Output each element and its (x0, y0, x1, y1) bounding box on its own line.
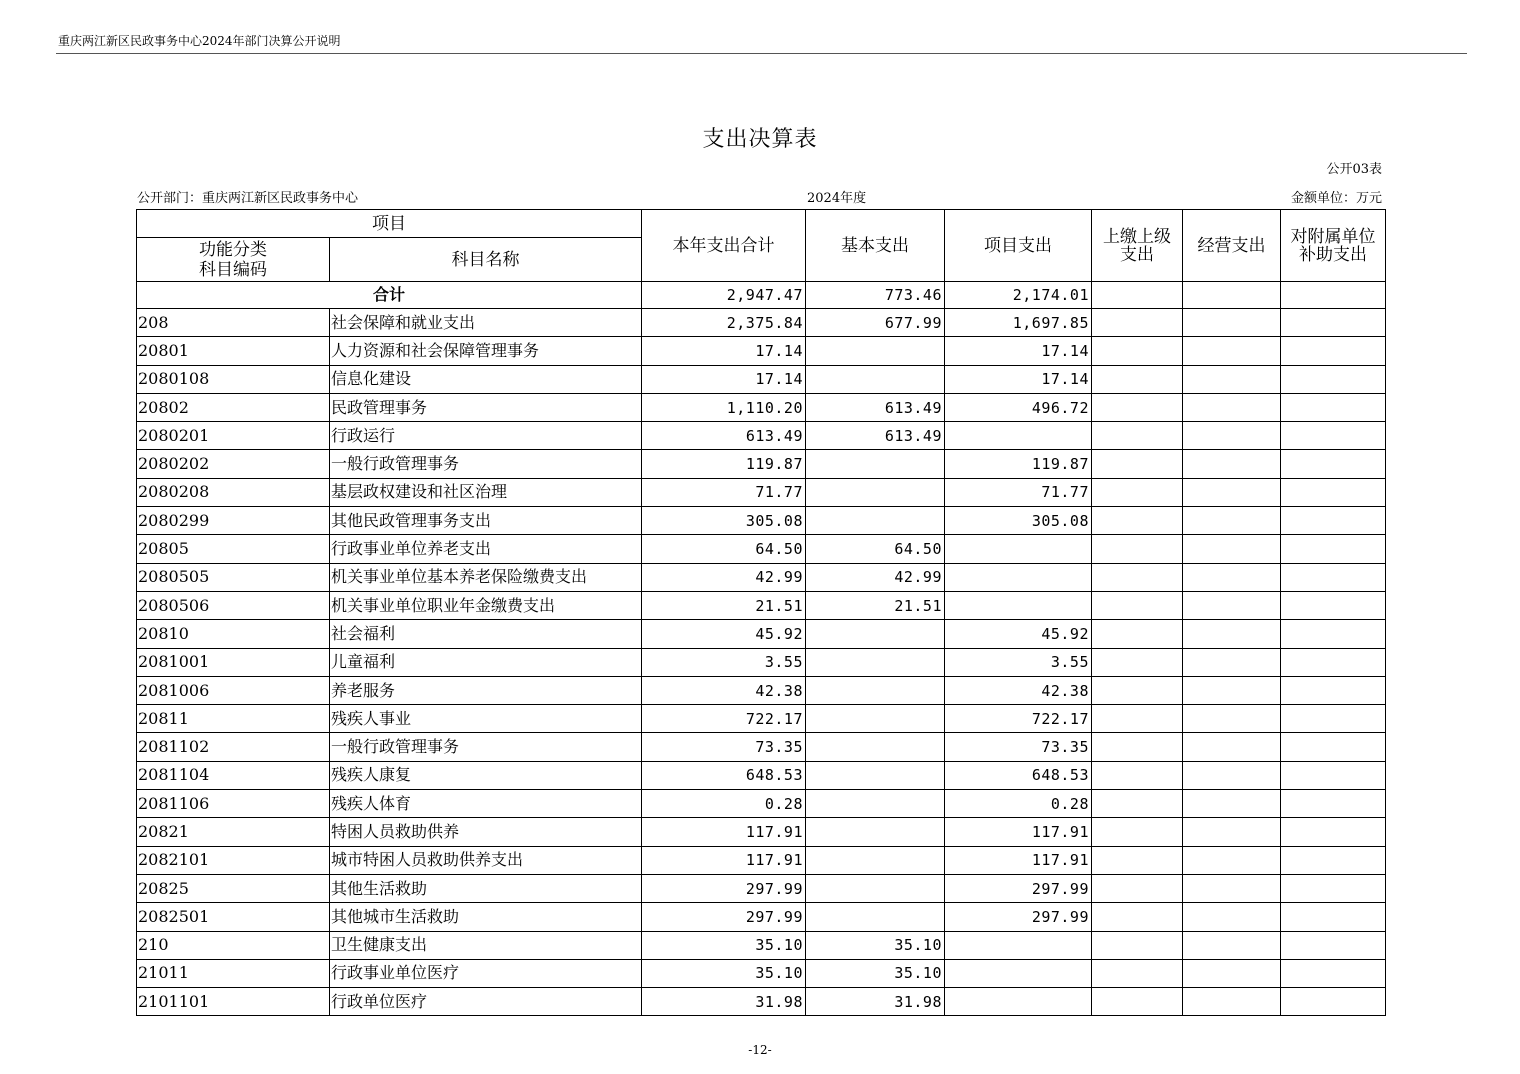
subsidy-cell (1281, 337, 1386, 365)
business-cell (1183, 337, 1281, 365)
name-cell: 一般行政管理事务 (330, 450, 642, 478)
code-cell: 2080108 (137, 365, 330, 393)
code-cell: 2081001 (137, 648, 330, 676)
basic-cell: 31.98 (806, 988, 945, 1016)
project-cell: 45.92 (945, 620, 1092, 648)
expenditure-table (136, 209, 1386, 1016)
table-row (137, 393, 1386, 421)
total-cell: 31.98 (642, 988, 806, 1016)
name-cell: 基层政权建设和社区治理 (330, 478, 642, 506)
total-total: 2,947.47 (642, 282, 806, 309)
upper-cell (1092, 309, 1183, 337)
table-meta (137, 187, 1382, 205)
subsidy-cell (1281, 393, 1386, 421)
business-cell (1183, 563, 1281, 591)
name-cell: 机关事业单位职业年金缴费支出 (330, 591, 642, 619)
basic-cell (806, 790, 945, 818)
total-cell: 21.51 (642, 591, 806, 619)
header-basic: 基本支出 (806, 210, 945, 282)
total-upper (1092, 282, 1183, 309)
subsidy-cell (1281, 846, 1386, 874)
header-upper-line1: 上缴上级 (1103, 226, 1171, 247)
project-cell: 119.87 (945, 450, 1092, 478)
basic-cell (806, 365, 945, 393)
subsidy-cell (1281, 988, 1386, 1016)
basic-cell: 42.99 (806, 563, 945, 591)
project-cell: 3.55 (945, 648, 1092, 676)
upper-cell (1092, 988, 1183, 1016)
table-row (137, 818, 1386, 846)
table-row (137, 705, 1386, 733)
basic-cell (806, 648, 945, 676)
code-cell: 2081106 (137, 790, 330, 818)
amount-unit: 金额单位：万元 (1290, 191, 1382, 206)
name-cell: 行政事业单位医疗 (330, 959, 642, 987)
name-cell: 特困人员救助供养 (330, 818, 642, 846)
basic-cell: 35.10 (806, 959, 945, 987)
upper-cell (1092, 393, 1183, 421)
table-row (137, 478, 1386, 506)
basic-cell: 35.10 (806, 931, 945, 959)
total-cell: 71.77 (642, 478, 806, 506)
header-code-line1: 功能分类 (199, 239, 267, 260)
project-cell: 42.38 (945, 676, 1092, 704)
project-cell: 648.53 (945, 761, 1092, 789)
business-cell (1183, 450, 1281, 478)
subsidy-cell (1281, 790, 1386, 818)
business-cell (1183, 591, 1281, 619)
business-cell (1183, 422, 1281, 450)
table-row (137, 790, 1386, 818)
table-row (137, 535, 1386, 563)
name-cell: 社会福利 (330, 620, 642, 648)
name-cell: 民政管理事务 (330, 393, 642, 421)
header-upper-line2: 支出 (1120, 244, 1154, 265)
project-cell: 71.77 (945, 478, 1092, 506)
code-cell: 20801 (137, 337, 330, 365)
basic-cell (806, 676, 945, 704)
basic-cell (806, 337, 945, 365)
upper-cell (1092, 591, 1183, 619)
project-cell: 117.91 (945, 846, 1092, 874)
upper-cell (1092, 903, 1183, 931)
table-row (137, 988, 1386, 1016)
name-cell: 残疾人康复 (330, 761, 642, 789)
business-cell (1183, 846, 1281, 874)
business-cell (1183, 705, 1281, 733)
upper-cell (1092, 507, 1183, 535)
subsidy-cell (1281, 535, 1386, 563)
business-cell (1183, 790, 1281, 818)
total-cell: 297.99 (642, 903, 806, 931)
subsidy-cell (1281, 450, 1386, 478)
total-cell: 648.53 (642, 761, 806, 789)
subsidy-cell (1281, 903, 1386, 931)
table-row (137, 507, 1386, 535)
basic-cell (806, 761, 945, 789)
upper-cell (1092, 648, 1183, 676)
basic-cell (806, 846, 945, 874)
basic-cell (806, 903, 945, 931)
subsidy-cell (1281, 591, 1386, 619)
header-subsidy-line1: 对附属单位 (1290, 226, 1376, 247)
upper-cell (1092, 365, 1183, 393)
business-cell (1183, 931, 1281, 959)
business-cell (1183, 903, 1281, 931)
name-cell: 卫生健康支出 (330, 931, 642, 959)
header-name: 科目名称 (330, 238, 642, 282)
name-cell: 城市特困人员救助供养支出 (330, 846, 642, 874)
project-cell (945, 959, 1092, 987)
upper-cell (1092, 450, 1183, 478)
total-cell: 119.87 (642, 450, 806, 478)
total-cell: 0.28 (642, 790, 806, 818)
business-cell (1183, 535, 1281, 563)
name-cell: 信息化建设 (330, 365, 642, 393)
table-body (137, 282, 1386, 1016)
upper-cell (1092, 959, 1183, 987)
name-cell: 其他民政管理事务支出 (330, 507, 642, 535)
subsidy-cell (1281, 507, 1386, 535)
total-cell: 42.38 (642, 676, 806, 704)
table-row (137, 874, 1386, 902)
code-cell: 20802 (137, 393, 330, 421)
project-cell: 117.91 (945, 818, 1092, 846)
table-row (137, 450, 1386, 478)
header-rule (56, 53, 1467, 54)
header-code (137, 238, 330, 282)
table-row (137, 337, 1386, 365)
code-cell: 21011 (137, 959, 330, 987)
upper-cell (1092, 790, 1183, 818)
table-title: 支出决算表 (702, 127, 818, 152)
table-row (137, 309, 1386, 337)
name-cell: 社会保障和就业支出 (330, 309, 642, 337)
header-total: 本年支出合计 (642, 210, 806, 282)
subsidy-cell (1281, 733, 1386, 761)
upper-cell (1092, 931, 1183, 959)
department-label: 公开部门：重庆两江新区民政事务中心 (137, 191, 359, 206)
business-cell (1183, 393, 1281, 421)
project-cell: 0.28 (945, 790, 1092, 818)
code-cell: 2081102 (137, 733, 330, 761)
upper-cell (1092, 818, 1183, 846)
subsidy-cell (1281, 563, 1386, 591)
page-number: -12- (748, 1043, 772, 1057)
total-cell: 17.14 (642, 365, 806, 393)
total-row (137, 282, 1386, 309)
name-cell: 残疾人事业 (330, 705, 642, 733)
upper-cell (1092, 337, 1183, 365)
basic-cell: 677.99 (806, 309, 945, 337)
upper-cell (1092, 563, 1183, 591)
table-row (137, 676, 1386, 704)
header-item: 项目 (137, 210, 642, 238)
code-cell: 210 (137, 931, 330, 959)
subsidy-cell (1281, 874, 1386, 902)
total-cell: 297.99 (642, 874, 806, 902)
business-cell (1183, 733, 1281, 761)
business-cell (1183, 761, 1281, 789)
business-cell (1183, 620, 1281, 648)
subsidy-cell (1281, 705, 1386, 733)
project-cell (945, 988, 1092, 1016)
project-cell: 17.14 (945, 365, 1092, 393)
code-cell: 2080506 (137, 591, 330, 619)
name-cell: 养老服务 (330, 676, 642, 704)
table-row (137, 620, 1386, 648)
upper-cell (1092, 620, 1183, 648)
basic-cell (806, 478, 945, 506)
basic-cell: 64.50 (806, 535, 945, 563)
business-cell (1183, 478, 1281, 506)
basic-cell: 613.49 (806, 393, 945, 421)
name-cell: 一般行政管理事务 (330, 733, 642, 761)
header-project: 项目支出 (945, 210, 1092, 282)
subsidy-cell (1281, 931, 1386, 959)
subsidy-cell (1281, 309, 1386, 337)
total-cell: 64.50 (642, 535, 806, 563)
fiscal-year: 2024年度 (807, 191, 867, 206)
form-number: 公开03表 (1326, 162, 1382, 177)
upper-cell (1092, 733, 1183, 761)
subsidy-cell (1281, 648, 1386, 676)
project-cell: 722.17 (945, 705, 1092, 733)
code-cell: 2080201 (137, 422, 330, 450)
name-cell: 机关事业单位基本养老保险缴费支出 (330, 563, 642, 591)
total-cell: 117.91 (642, 846, 806, 874)
business-cell (1183, 959, 1281, 987)
total-cell: 613.49 (642, 422, 806, 450)
table-row (137, 959, 1386, 987)
basic-cell: 21.51 (806, 591, 945, 619)
code-cell: 2080299 (137, 507, 330, 535)
total-cell: 1,110.20 (642, 393, 806, 421)
project-cell (945, 591, 1092, 619)
upper-cell (1092, 676, 1183, 704)
project-cell: 73.35 (945, 733, 1092, 761)
subsidy-cell (1281, 422, 1386, 450)
table-row (137, 591, 1386, 619)
project-cell (945, 535, 1092, 563)
upper-cell (1092, 478, 1183, 506)
code-cell: 2080202 (137, 450, 330, 478)
basic-cell (806, 705, 945, 733)
code-cell: 20811 (137, 705, 330, 733)
code-cell: 2081006 (137, 676, 330, 704)
project-cell (945, 563, 1092, 591)
total-cell: 17.14 (642, 337, 806, 365)
project-cell: 297.99 (945, 874, 1092, 902)
name-cell: 儿童福利 (330, 648, 642, 676)
total-project: 2,174.01 (945, 282, 1092, 309)
basic-cell (806, 507, 945, 535)
total-cell: 117.91 (642, 818, 806, 846)
name-cell: 人力资源和社会保障管理事务 (330, 337, 642, 365)
code-cell: 2082101 (137, 846, 330, 874)
total-cell: 722.17 (642, 705, 806, 733)
running-header: 重庆两江新区民政事务中心2024年部门决算公开说明 (58, 34, 341, 48)
project-cell (945, 422, 1092, 450)
business-cell (1183, 507, 1281, 535)
table-row (137, 365, 1386, 393)
project-cell: 305.08 (945, 507, 1092, 535)
name-cell: 行政单位医疗 (330, 988, 642, 1016)
table-row (137, 733, 1386, 761)
code-cell: 2082501 (137, 903, 330, 931)
table-row (137, 903, 1386, 931)
header-row-1 (137, 210, 1386, 238)
subsidy-cell (1281, 959, 1386, 987)
name-cell: 残疾人体育 (330, 790, 642, 818)
upper-cell (1092, 705, 1183, 733)
table-row (137, 563, 1386, 591)
basic-cell (806, 818, 945, 846)
table-row (137, 422, 1386, 450)
total-cell: 35.10 (642, 931, 806, 959)
business-cell (1183, 365, 1281, 393)
header-subsidy (1281, 210, 1386, 282)
total-cell: 42.99 (642, 563, 806, 591)
name-cell: 其他生活救助 (330, 874, 642, 902)
project-cell: 17.14 (945, 337, 1092, 365)
business-cell (1183, 988, 1281, 1016)
name-cell: 行政运行 (330, 422, 642, 450)
subsidy-cell (1281, 365, 1386, 393)
header-upper (1092, 210, 1183, 282)
code-cell: 2081104 (137, 761, 330, 789)
business-cell (1183, 818, 1281, 846)
project-cell: 496.72 (945, 393, 1092, 421)
total-business (1183, 282, 1281, 309)
total-cell: 305.08 (642, 507, 806, 535)
subsidy-cell (1281, 761, 1386, 789)
business-cell (1183, 676, 1281, 704)
project-cell: 297.99 (945, 903, 1092, 931)
code-cell: 208 (137, 309, 330, 337)
business-cell (1183, 874, 1281, 902)
basic-cell (806, 450, 945, 478)
table-row (137, 931, 1386, 959)
total-subsidy (1281, 282, 1386, 309)
upper-cell (1092, 422, 1183, 450)
business-cell (1183, 309, 1281, 337)
name-cell: 其他城市生活救助 (330, 903, 642, 931)
table-row (137, 648, 1386, 676)
subsidy-cell (1281, 676, 1386, 704)
name-cell: 行政事业单位养老支出 (330, 535, 642, 563)
basic-cell (806, 733, 945, 761)
code-cell: 20805 (137, 535, 330, 563)
code-cell: 20825 (137, 874, 330, 902)
total-cell: 73.35 (642, 733, 806, 761)
basic-cell (806, 620, 945, 648)
upper-cell (1092, 535, 1183, 563)
code-cell: 2101101 (137, 988, 330, 1016)
header-code-line2: 科目编码 (199, 259, 267, 280)
subsidy-cell (1281, 478, 1386, 506)
project-cell (945, 931, 1092, 959)
total-cell: 2,375.84 (642, 309, 806, 337)
code-cell: 20810 (137, 620, 330, 648)
code-cell: 20821 (137, 818, 330, 846)
basic-cell (806, 874, 945, 902)
header-subsidy-line2: 补助支出 (1299, 244, 1367, 265)
upper-cell (1092, 874, 1183, 902)
project-cell: 1,697.85 (945, 309, 1092, 337)
business-cell (1183, 648, 1281, 676)
subsidy-cell (1281, 818, 1386, 846)
total-cell: 45.92 (642, 620, 806, 648)
header-business: 经营支出 (1183, 210, 1281, 282)
upper-cell (1092, 761, 1183, 789)
code-cell: 2080505 (137, 563, 330, 591)
table-row (137, 761, 1386, 789)
total-cell: 3.55 (642, 648, 806, 676)
total-label: 合计 (137, 282, 642, 309)
upper-cell (1092, 846, 1183, 874)
basic-cell: 613.49 (806, 422, 945, 450)
total-cell: 35.10 (642, 959, 806, 987)
table-row (137, 846, 1386, 874)
code-cell: 2080208 (137, 478, 330, 506)
subsidy-cell (1281, 620, 1386, 648)
total-basic: 773.46 (806, 282, 945, 309)
